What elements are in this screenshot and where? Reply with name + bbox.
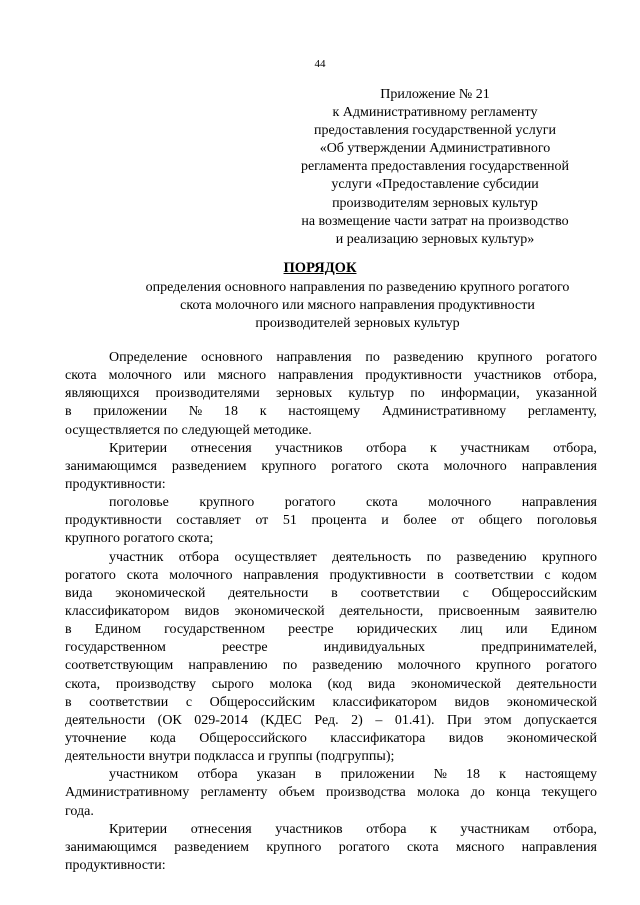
body-line: являющихся производителями зерновых культур по информации, указанной bbox=[65, 386, 597, 402]
body-line: участник отбора осуществляет деятельность по разведению крупного bbox=[109, 549, 597, 565]
body-line: классификатором видов экономической деятельности, присвоенным заявителю bbox=[65, 603, 597, 619]
body-line: Определение основного направления по разведению крупного рогатого bbox=[109, 350, 597, 365]
body-line: занимающимся разведением крупного рогатого скота молочного направления bbox=[65, 458, 597, 474]
body-line: государственном реестре индивидуальных предпринимателей, bbox=[65, 640, 597, 656]
body-line: в Едином государственном реестре юридических лиц или Едином bbox=[65, 622, 597, 638]
document-subtitle bbox=[60, 279, 640, 333]
body-line: скота молочного или мясного направления продуктивности участников отбора, bbox=[65, 368, 597, 384]
body-line: участником отбора указан в приложении № 18 к настоящему bbox=[109, 767, 597, 783]
document-body bbox=[65, 349, 597, 875]
body-line: поголовье крупного рогатого скота молочного направления bbox=[109, 495, 597, 511]
body-line: соответствующим направлению по разведению молочного крупного рогатого bbox=[65, 658, 597, 674]
body-line: Критерии отнесения участников отбора к участникам отбора, bbox=[109, 440, 597, 456]
subtitle-line: скота молочного или мясного направления продуктивности bbox=[180, 298, 535, 314]
body-line: продуктивности: bbox=[65, 857, 166, 873]
body-line: деятельности внутри подкласса и группы (подгруппы); bbox=[65, 749, 395, 765]
body-line: в приложении № 18 к настоящему Административному регламенту, bbox=[65, 404, 597, 420]
body-line: продуктивности: bbox=[65, 476, 166, 492]
document-title: ПОРЯДОК bbox=[283, 260, 357, 276]
body-line: уточнение кода Общероссийского классификатора видов экономической bbox=[65, 730, 597, 746]
appendix-line: услуги «Предоставление субсидии bbox=[331, 177, 539, 193]
appendix-line: регламента предоставления государственной bbox=[300, 159, 570, 175]
subtitle-line: производителей зерновых культур bbox=[255, 316, 460, 332]
body-line: деятельности (ОК 029-2014 (КДЕС Ред. 2) – 01.41). При этом допускается bbox=[65, 712, 597, 728]
body-line: скота, производству сырого молока (код вида экономической деятельности bbox=[65, 676, 597, 692]
appendix-line: производителям зерновых культур bbox=[332, 195, 538, 211]
body-line: осуществляется по следующей методике. bbox=[65, 422, 312, 438]
appendix-line: к Административному регламенту bbox=[332, 105, 538, 121]
appendix-line: предоставления государственной услуги bbox=[314, 123, 556, 139]
body-line: вида экономической деятельности в соответствии с Общероссийским bbox=[65, 585, 597, 601]
body-line: в соответствии с Общероссийским классификатором видов экономической bbox=[65, 694, 597, 710]
subtitle-line: определения основного направления по разведению крупного рогатого bbox=[145, 280, 570, 295]
body-line: Административному регламенту объем производства молока до конца текущего bbox=[65, 785, 597, 801]
page-number: 44 bbox=[314, 58, 326, 70]
body-line: года. bbox=[65, 803, 94, 819]
appendix-line: Приложение № 21 bbox=[380, 87, 490, 102]
appendix-line: и реализацию зерновых культур» bbox=[335, 231, 535, 247]
body-line: продуктивности составляет от 51 процента и более от общего поголовья bbox=[65, 513, 597, 529]
body-line: крупного рогатого скота; bbox=[65, 531, 214, 547]
body-line: Критерии отнесения участников отбора к участникам отбора, bbox=[109, 821, 597, 837]
body-line: рогатого скота молочного направления продуктивности в соответствии с кодом bbox=[65, 567, 597, 583]
body-line: занимающимся разведением крупного рогатого скота мясного направления bbox=[65, 839, 597, 855]
appendix-line: на возмещение части затрат на производство bbox=[301, 213, 569, 229]
appendix-header bbox=[270, 86, 600, 249]
appendix-line: «Об утверждении Административного bbox=[319, 141, 551, 157]
